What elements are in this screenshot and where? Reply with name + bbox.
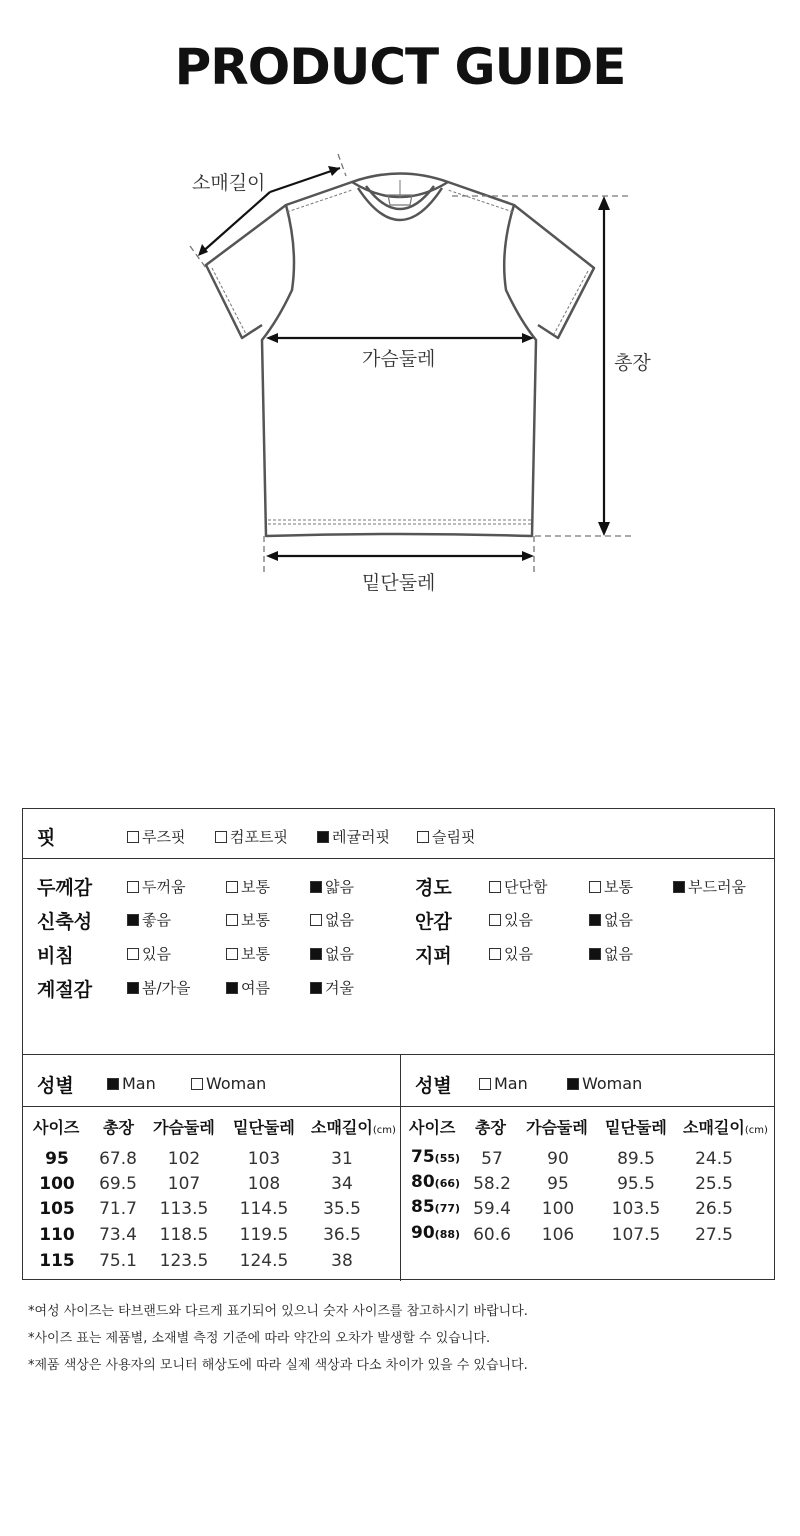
header-sleeve: 소매길이(cm) bbox=[311, 1118, 396, 1137]
table-cell: 106 bbox=[541, 1225, 575, 1245]
table-cell: 119.5 bbox=[239, 1225, 289, 1245]
table-cell: 71.7 bbox=[99, 1199, 137, 1219]
checkbox-checked-icon bbox=[589, 948, 601, 960]
table-cell: 107.5 bbox=[611, 1225, 661, 1245]
checkbox-icon bbox=[489, 881, 501, 893]
gender-option-woman: Woman bbox=[191, 1074, 266, 1093]
table-cell-size: 90(88) bbox=[411, 1223, 461, 1243]
table-cell: 108 bbox=[247, 1174, 281, 1194]
checkbox-icon bbox=[489, 914, 501, 926]
note-text: *여성 사이즈는 타브랜드와 다르게 표기되어 있으니 숫자 사이즈를 참고하시기 바랍니다. bbox=[28, 1304, 528, 1319]
hem-label: 밑단둘레 bbox=[362, 572, 436, 594]
divider bbox=[400, 1054, 401, 1281]
checkbox-icon bbox=[417, 831, 429, 843]
gender-label-men: 성별 bbox=[37, 1075, 74, 1097]
table-cell: 59.4 bbox=[473, 1199, 511, 1219]
sleeve-length-label: 소매길이 bbox=[192, 172, 266, 194]
checkbox-icon bbox=[226, 948, 238, 960]
table-cell: 69.5 bbox=[99, 1174, 137, 1194]
attr-thickness-label: 두께감 bbox=[37, 877, 93, 899]
gender-label-women: 성별 bbox=[415, 1075, 452, 1097]
checkbox-checked-icon bbox=[310, 881, 322, 893]
table-cell-size: 115 bbox=[39, 1251, 75, 1271]
table-cell: 107 bbox=[167, 1174, 201, 1194]
gender-option-man: Man bbox=[107, 1074, 156, 1093]
checkbox-icon bbox=[310, 914, 322, 926]
table-cell: 75.1 bbox=[99, 1251, 137, 1271]
attr-option: 얇음 bbox=[310, 876, 354, 897]
table-cell: 123.5 bbox=[159, 1251, 209, 1271]
table-cell: 118.5 bbox=[159, 1225, 209, 1245]
table-cell: 95 bbox=[547, 1174, 569, 1194]
checkbox-checked-icon bbox=[567, 1078, 579, 1090]
attr-zipper-label: 지퍼 bbox=[415, 945, 452, 967]
checkbox-icon bbox=[226, 914, 238, 926]
table-cell: 114.5 bbox=[239, 1199, 289, 1219]
table-cell: 24.5 bbox=[695, 1149, 733, 1169]
checkbox-icon bbox=[215, 831, 227, 843]
header-hem: 밑단둘레 bbox=[233, 1118, 295, 1137]
checkbox-icon bbox=[589, 881, 601, 893]
table-cell: 113.5 bbox=[159, 1199, 209, 1219]
attr-option: 보통 bbox=[226, 943, 270, 964]
header-chest: 가슴둘레 bbox=[526, 1118, 588, 1137]
table-cell: 34 bbox=[331, 1174, 353, 1194]
table-cell: 67.8 bbox=[99, 1149, 137, 1169]
checkbox-checked-icon bbox=[317, 831, 329, 843]
table-cell: 27.5 bbox=[695, 1225, 733, 1245]
table-cell: 103.5 bbox=[611, 1199, 661, 1219]
checkbox-checked-icon bbox=[673, 881, 685, 893]
table-cell-size: 85(77) bbox=[411, 1197, 461, 1217]
checkbox-checked-icon bbox=[310, 948, 322, 960]
page-title: PRODUCT GUIDE bbox=[174, 38, 626, 96]
table-cell: 31 bbox=[331, 1149, 353, 1169]
table-cell: 124.5 bbox=[239, 1251, 289, 1271]
checkbox-checked-icon bbox=[127, 982, 139, 994]
table-cell: 60.6 bbox=[473, 1225, 511, 1245]
table-cell: 38 bbox=[331, 1251, 353, 1271]
header-length: 총장 bbox=[103, 1118, 134, 1137]
total-length-label: 총장 bbox=[614, 352, 651, 374]
gender-option-woman: Woman bbox=[567, 1074, 642, 1093]
spec-table bbox=[22, 808, 775, 1280]
fit-option-comfort: 컴포트핏 bbox=[215, 826, 288, 847]
attr-lining-label: 안감 bbox=[415, 911, 452, 933]
attr-season-label: 계절감 bbox=[37, 979, 93, 1001]
checkbox-icon bbox=[226, 881, 238, 893]
header-chest: 가슴둘레 bbox=[153, 1118, 215, 1137]
fit-label: 핏 bbox=[37, 827, 56, 849]
divider bbox=[23, 858, 774, 859]
fit-option-loose: 루즈핏 bbox=[127, 826, 185, 847]
checkbox-icon bbox=[127, 948, 139, 960]
table-cell: 100 bbox=[541, 1199, 575, 1219]
table-cell: 58.2 bbox=[473, 1174, 511, 1194]
table-cell: 89.5 bbox=[617, 1149, 655, 1169]
checkbox-icon bbox=[479, 1078, 491, 1090]
gender-option-man: Man bbox=[479, 1074, 528, 1093]
attr-option: 부드러움 bbox=[673, 876, 746, 897]
divider bbox=[23, 1054, 774, 1055]
checkbox-icon bbox=[127, 831, 139, 843]
checkbox-checked-icon bbox=[589, 914, 601, 926]
attr-option: 여름 bbox=[226, 977, 270, 998]
table-cell: 103 bbox=[247, 1149, 281, 1169]
attr-option: 있음 bbox=[489, 909, 533, 930]
attr-elasticity-label: 신축성 bbox=[37, 911, 93, 933]
checkbox-checked-icon bbox=[107, 1078, 119, 1090]
table-cell: 35.5 bbox=[323, 1199, 361, 1219]
attr-option: 좋음 bbox=[127, 909, 171, 930]
fit-option-regular: 레귤러핏 bbox=[317, 826, 390, 847]
attr-option: 겨울 bbox=[310, 977, 354, 998]
table-cell-size: 80(66) bbox=[411, 1172, 461, 1192]
table-cell-size: 95 bbox=[45, 1149, 69, 1169]
table-cell: 25.5 bbox=[695, 1174, 733, 1194]
attr-option: 보통 bbox=[226, 876, 270, 897]
checkbox-icon bbox=[191, 1078, 203, 1090]
table-cell: 90 bbox=[547, 1149, 569, 1169]
attr-option: 있음 bbox=[127, 943, 171, 964]
table-cell-size: 75(55) bbox=[411, 1147, 461, 1167]
attr-option: 단단함 bbox=[489, 876, 547, 897]
note-text: *제품 색상은 사용자의 모니터 해상도에 따라 실제 색상과 다소 차이가 있을 수 있습니다. bbox=[28, 1358, 528, 1373]
header-hem: 밑단둘레 bbox=[605, 1118, 667, 1137]
table-cell: 102 bbox=[167, 1149, 201, 1169]
table-cell-size: 105 bbox=[39, 1199, 75, 1219]
header-sleeve: 소매길이(cm) bbox=[683, 1118, 768, 1137]
table-cell: 57 bbox=[481, 1149, 503, 1169]
attr-option: 봄/가을 bbox=[127, 977, 191, 998]
divider bbox=[23, 1106, 774, 1107]
table-cell-size: 110 bbox=[39, 1225, 75, 1245]
attr-option: 없음 bbox=[589, 909, 633, 930]
measurement-diagram bbox=[0, 140, 800, 610]
attr-option: 없음 bbox=[310, 943, 354, 964]
table-cell: 95.5 bbox=[617, 1174, 655, 1194]
checkbox-checked-icon bbox=[127, 914, 139, 926]
attr-sheerness-label: 비침 bbox=[37, 945, 74, 967]
attr-option: 있음 bbox=[489, 943, 533, 964]
checkbox-checked-icon bbox=[226, 982, 238, 994]
attr-option: 없음 bbox=[310, 909, 354, 930]
header-size: 사이즈 bbox=[33, 1118, 80, 1137]
attr-option: 두꺼움 bbox=[127, 876, 185, 897]
attr-option: 없음 bbox=[589, 943, 633, 964]
table-cell-size: 100 bbox=[39, 1174, 75, 1194]
attr-firmness-label: 경도 bbox=[415, 877, 452, 899]
note-text: *사이즈 표는 제품별, 소재별 측정 기준에 따라 약간의 오차가 발생할 수 있습니다. bbox=[28, 1331, 491, 1346]
attr-option: 보통 bbox=[226, 909, 270, 930]
checkbox-checked-icon bbox=[310, 982, 322, 994]
header-length: 총장 bbox=[475, 1118, 506, 1137]
checkbox-icon bbox=[489, 948, 501, 960]
tshirt-illustration bbox=[0, 140, 800, 610]
header-size: 사이즈 bbox=[409, 1118, 456, 1137]
table-cell: 36.5 bbox=[323, 1225, 361, 1245]
chest-label: 가슴둘레 bbox=[362, 344, 435, 371]
fit-option-slim: 슬림핏 bbox=[417, 826, 475, 847]
attr-option: 보통 bbox=[589, 876, 633, 897]
table-cell: 26.5 bbox=[695, 1199, 733, 1219]
checkbox-icon bbox=[127, 881, 139, 893]
table-cell: 73.4 bbox=[99, 1225, 137, 1245]
